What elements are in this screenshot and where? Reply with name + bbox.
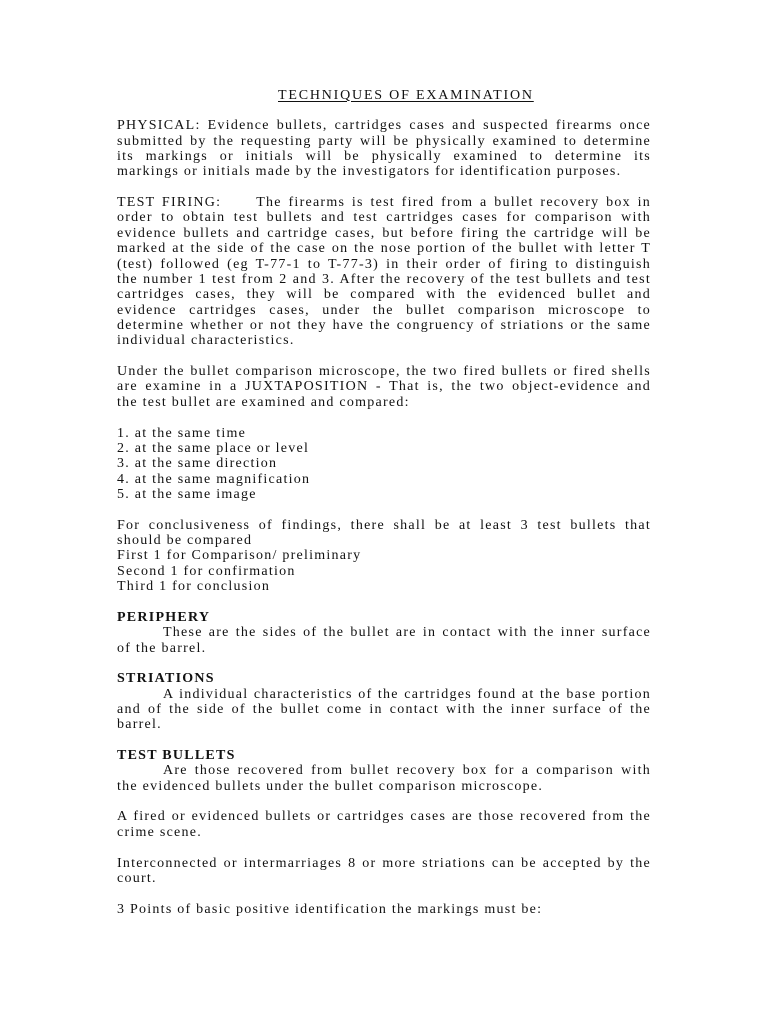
- section-heading: TEST BULLETS: [117, 748, 236, 764]
- paragraph-line: For conclusiveness of findings, there shall be at least 3 test bullets that: [117, 517, 651, 533]
- test-firing-label: TEST FIRING:: [117, 195, 222, 211]
- paragraph-line: the test bullet are examined and compared:: [117, 394, 410, 410]
- comparison-list: [117, 426, 651, 503]
- paragraph-line: barrel.: [117, 717, 162, 733]
- conclusiveness-paragraph: [117, 518, 651, 595]
- test-bullet-item: Third 1 for conclusion: [117, 579, 271, 595]
- list-item: 4. at the same magnification: [117, 471, 311, 487]
- paragraph-line: the evidenced bullets under the bullet comparison microscope.: [117, 778, 544, 794]
- list-item: 3. at the same direction: [117, 456, 278, 472]
- paragraph-line: PHYSICAL: Evidence bullets, cartridges cases and suspected firearms once: [117, 118, 651, 134]
- test-firing-paragraph: [117, 195, 651, 349]
- test-bullets-section: [117, 748, 651, 794]
- test-bullet-item: Second 1 for confirmation: [117, 563, 296, 579]
- paragraph-line: of the barrel.: [117, 640, 207, 656]
- paragraph-line: court.: [117, 870, 157, 886]
- paragraph-line: [117, 195, 651, 210]
- paragraph-line: Under the bullet comparison microscope, the two fired bullets or fired shells: [117, 364, 651, 380]
- identification-points-paragraph: [117, 902, 651, 917]
- paragraph-line: A fired or evidenced bullets or cartridges cases are those recovered from the: [117, 809, 651, 825]
- paragraph-line: Are those recovered from bullet recovery box for a comparison with: [163, 763, 651, 779]
- paragraph-line: markings or initials made by the investigators for identification purposes.: [117, 164, 622, 180]
- list-item: 5. at the same image: [117, 486, 257, 502]
- paragraph-line: submitted by the requesting party will be physically examined to determine: [117, 133, 651, 149]
- paragraph-line: and of the side of the bullet come in contact with the inner surface of the: [117, 701, 651, 717]
- interconnected-paragraph: [117, 856, 651, 887]
- fired-bullets-paragraph: [117, 809, 651, 840]
- section-heading: PERIPHERY: [117, 609, 211, 625]
- physical-paragraph: [117, 118, 651, 179]
- paragraph-line: order to obtain test bullets and test cartridges cases for comparison with: [117, 210, 651, 226]
- juxtaposition-paragraph: [117, 364, 651, 410]
- page-title: [117, 88, 651, 103]
- page-title-text: TECHNIQUES OF EXAMINATION: [278, 87, 534, 103]
- striations-section: [117, 671, 651, 732]
- paragraph-line-text: The firearms is test fired from a bullet recovery box in: [256, 195, 652, 211]
- paragraph-line: evidence cartridges cases, under the bullet comparison microscope to: [117, 302, 651, 318]
- paragraph-line: Interconnected or intermarriages 8 or more striations can be accepted by the: [117, 855, 651, 871]
- paragraph-line: These are the sides of the bullet are in contact with the inner surface: [163, 625, 651, 641]
- paragraph-line: cartridges cases, they will be compared with the evidenced bullet and: [117, 287, 651, 303]
- document-page: [117, 88, 651, 933]
- test-bullet-item: First 1 for Comparison/ preliminary: [117, 548, 362, 564]
- tab-gap: [221, 205, 256, 206]
- periphery-section: [117, 610, 651, 656]
- paragraph-line: its markings or initials will be physically examined to determine its: [117, 149, 651, 165]
- paragraph-line: A individual characteristics of the cartridges found at the base portion: [163, 686, 651, 702]
- list-item: 1. at the same time: [117, 425, 247, 441]
- paragraph-line: (test) followed (eg T-77-1 to T-77-3) in their order of firing to distinguish: [117, 256, 651, 272]
- paragraph-line: are examine in a JUXTAPOSITION - That is, the two object-evidence and: [117, 379, 651, 395]
- paragraph-line: evidence bullets and cartridge cases, but before firing the cartridge will be: [117, 225, 651, 241]
- list-item: 2. at the same place or level: [117, 440, 310, 456]
- paragraph-line: marked at the side of the case on the nose portion of the bullet with letter T: [117, 241, 651, 257]
- paragraph-line: determine whether or not they have the congruency of striations or the same: [117, 317, 651, 333]
- paragraph-line: individual characteristics.: [117, 333, 295, 349]
- paragraph-line: the number 1 test from 2 and 3. After the recovery of the test bullets and test: [117, 271, 651, 287]
- section-heading: STRIATIONS: [117, 671, 215, 687]
- paragraph-line: crime scene.: [117, 824, 202, 840]
- paragraph-line: should be compared: [117, 533, 253, 549]
- paragraph-line: 3 Points of basic positive identification the markings must be:: [117, 901, 543, 917]
